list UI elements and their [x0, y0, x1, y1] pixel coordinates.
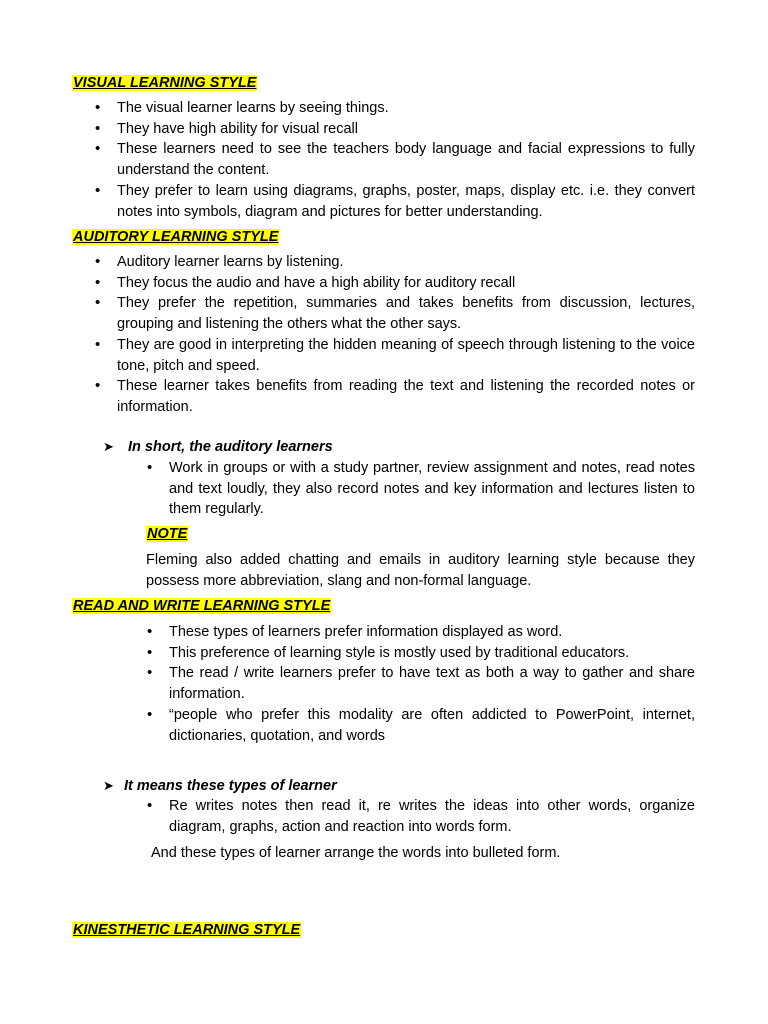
section-heading-read-write: READ AND WRITE LEARNING STYLE [73, 598, 331, 614]
list-item: • Work in groups or with a study partner, review assignment and notes, read notes and text loudly, they also record notes and key information and lectures listen to them regularly. [169, 458, 695, 520]
list-item: • They focus the audio and have a high ability for auditory recall [117, 273, 695, 294]
means-label: It means these types of learner [124, 778, 337, 794]
read-write-heading-wrap [72, 596, 331, 617]
section-heading-auditory: AUDITORY LEARNING STYLE [73, 229, 279, 245]
auditory-bullet-list [117, 252, 695, 418]
note-label: NOTE [147, 526, 188, 542]
means-bullet-list [169, 796, 695, 837]
list-item: • They have high ability for visual recall [117, 119, 695, 140]
note-label-wrap [146, 524, 188, 545]
in-short-label: In short, the auditory learners [128, 439, 333, 455]
section-heading-visual: VISUAL LEARNING STYLE [73, 75, 257, 91]
in-short-bullet-list [169, 458, 695, 520]
list-item: • They prefer the repetition, summaries and takes benefits from discussion, lectures, grouping and listening the others what the other says. [117, 293, 695, 334]
note-text: Fleming also added chatting and emails in auditory learning style because they possess more abbreviation, slang and non-formal language. [146, 552, 695, 589]
visual-bullet-list [117, 98, 695, 222]
list-item: • The visual learner learns by seeing things. [117, 98, 695, 119]
list-item: • These learner takes benefits from reading the text and listening the recorded notes or information. [117, 376, 695, 417]
list-item: • Auditory learner learns by listening. [117, 252, 695, 273]
list-item: • Re writes notes then read it, re writes the ideas into other words, organize diagram, graphs, action and reaction into words form. [169, 796, 695, 837]
list-item: • These learners need to see the teachers body language and facial expressions to fully understand the content. [117, 139, 695, 180]
list-item: • They prefer to learn using diagrams, graphs, poster, maps, display etc. i.e. they convert notes into symbols, diagram and pictures for better understanding. [117, 181, 695, 222]
closing-text: And these types of learner arrange the words into bulleted form. [151, 845, 561, 861]
list-item: • These types of learners prefer information displayed as word. [169, 622, 695, 643]
list-item: • This preference of learning style is mostly used by traditional educators. [169, 643, 695, 664]
list-item: • They are good in interpreting the hidden meaning of speech through listening to the voice tone, pitch and speed. [117, 335, 695, 376]
auditory-heading-wrap [72, 227, 279, 248]
list-item: • “people who prefer this modality are often addicted to PowerPoint, internet, dictionaries, quotation, and words [169, 705, 695, 746]
kinesthetic-heading-wrap [72, 920, 301, 941]
arrowhead-icon: ➤ [103, 439, 114, 454]
visual-heading-wrap [72, 73, 257, 94]
read-write-bullet-list [169, 622, 695, 746]
list-item: • The read / write learners prefer to have text as both a way to gather and share information. [169, 663, 695, 704]
section-heading-kinesthetic: KINESTHETIC LEARNING STYLE [73, 922, 301, 938]
arrowhead-icon: ➤ [103, 778, 114, 793]
